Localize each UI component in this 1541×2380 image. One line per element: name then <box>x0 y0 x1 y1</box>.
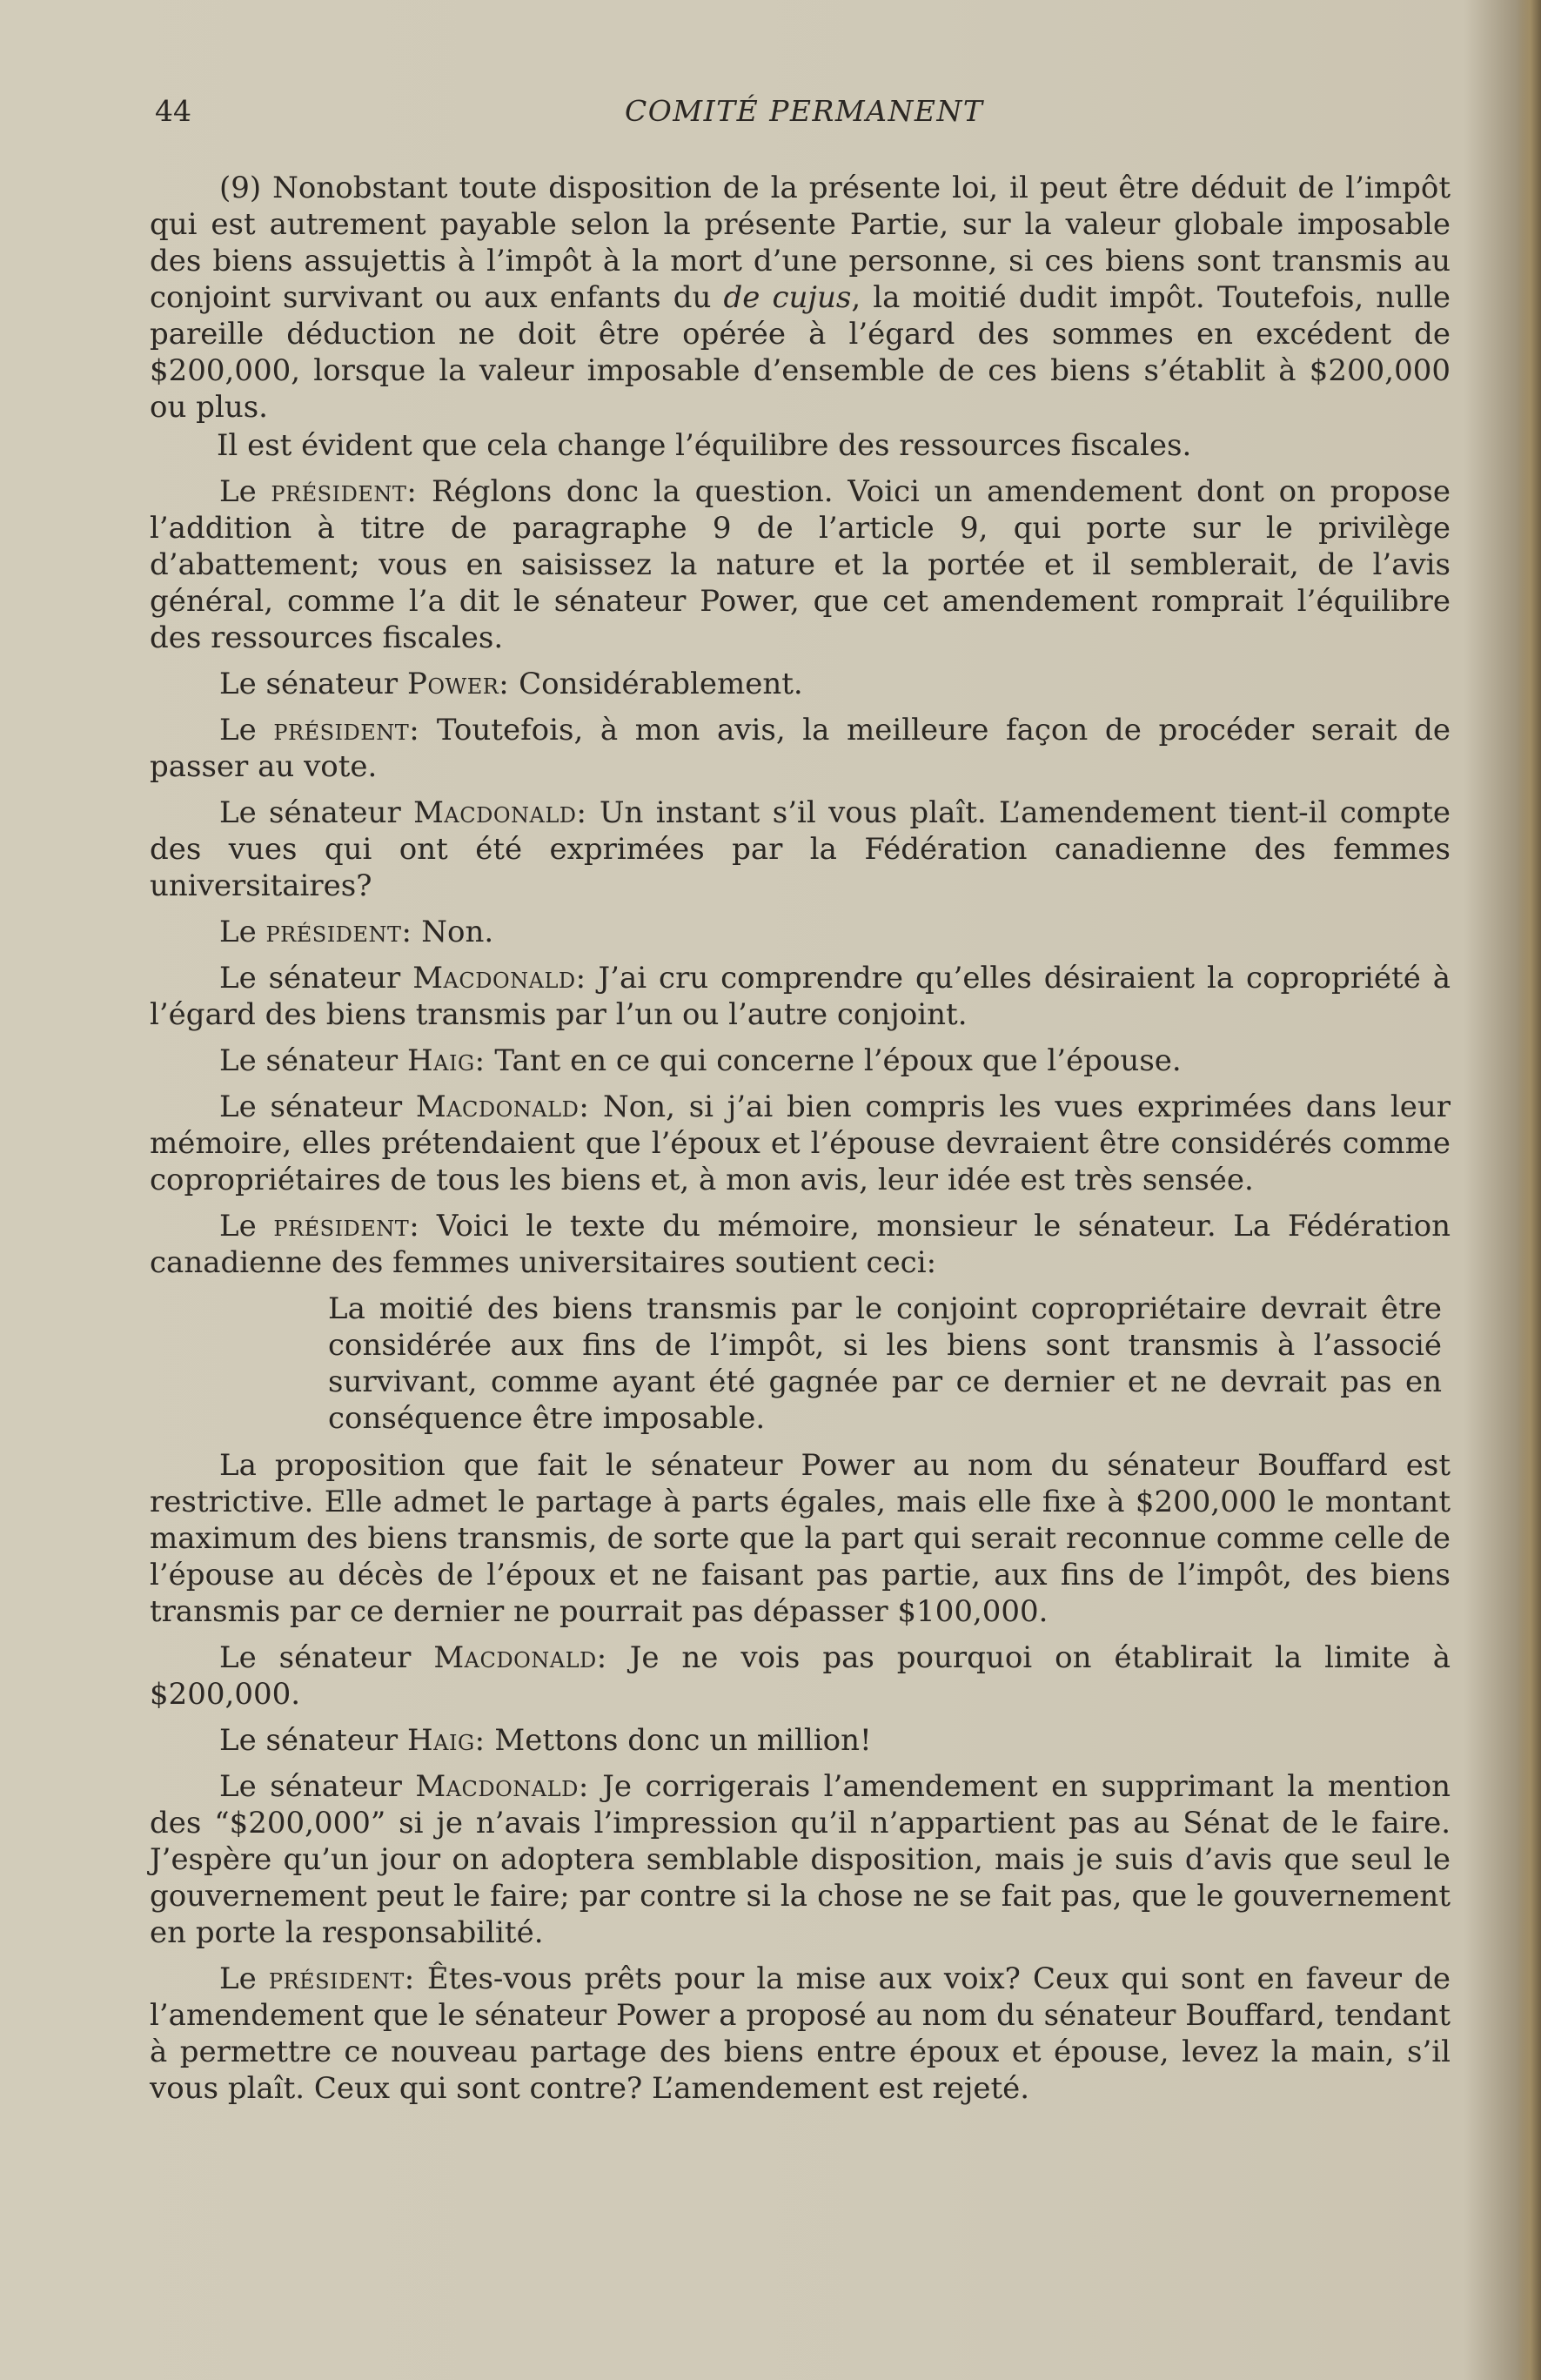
latin-term: de cujus <box>723 280 852 315</box>
speaker-name: Macdonald: <box>415 1769 589 1804</box>
speaker-name: président: <box>271 474 418 509</box>
speech-president: Le président: Voici le texte du mémoire, monsieur le sénateur. La Fédération canadienne des femmes universitaires soutient ceci: <box>150 1209 1451 1280</box>
speaker-name: président: <box>273 713 420 748</box>
page-edge-shadow <box>1517 0 1541 2380</box>
page-number: 44 <box>155 94 191 128</box>
speaker-name: Macdonald: <box>415 1089 590 1124</box>
speaker-name: président: <box>265 915 412 949</box>
speaker-name: Macdonald: <box>413 795 587 830</box>
page-body <box>150 170 1451 2116</box>
speech-haig: Le sénateur Haig: Mettons donc un million! <box>219 1723 872 1758</box>
speech-president: Le président: Êtes-vous prêts pour la mise aux voix? Ceux qui sont en faveur de l’amendement que le sénateur Power a proposé au nom du sénateur Bouffard, tendant à permettre ce nouveau partage des biens entre époux et épouse, levez la main, s’il vous plaît. Ceux qui sont contre? L’amendement est rejeté. <box>150 1961 1451 2106</box>
paragraph: Il est évident que cela change l’équilibre des ressources fiscales. <box>217 428 1192 463</box>
speech-macdonald: Le sénateur Macdonald: Je ne vois pas pourquoi on établirait la limite à $200,000. <box>150 1640 1451 1712</box>
speaker-name: président: <box>273 1209 420 1244</box>
speech-president: Le président: Réglons donc la question. Voici un amendement dont on propose l’addition à titre de paragraphe 9 de l’article 9, qui porte sur le privilège d’abattement; vous en saisissez la nature et la portée et il semblerait, de l’avis général, comme l’a dit le sénateur Power, que cet amendement romprait l’équilibre des ressources fiscales. <box>150 474 1451 655</box>
running-title: COMITÉ PERMANENT <box>625 94 984 128</box>
speaker-name: Power: <box>407 667 510 701</box>
page-header <box>155 94 1451 137</box>
speaker-name: Haig: <box>407 1043 486 1078</box>
speech-macdonald: Le sénateur Macdonald: Non, si j’ai bien compris les vues exprimées dans leur mémoire, elles prétendaient que l’époux et l’épouse devraient être considérés comme copropriétaires de tous les biens et, à mon avis, leur idée est très sensée. <box>150 1089 1451 1197</box>
speech-power: Le sénateur Power: Considérablement. <box>219 667 803 701</box>
speaker-name: Macdonald: <box>433 1640 607 1675</box>
speech-haig: Le sénateur Haig: Tant en ce qui concerne l’époux que l’épouse. <box>219 1043 1182 1078</box>
block-quote: La moitié des biens transmis par le conjoint copropriétaire devrait être considérée aux fins de l’impôt, si les biens sont transmis à l’associé survivant, comme ayant été gagnée par ce dernier et ne devrait pas en conséquence être imposable. <box>328 1291 1442 1436</box>
speech-macdonald: Le sénateur Macdonald: Je corrigerais l’amendement en supprimant la mention des “$200,000” si je n’avais l’impression qu’il n’appartient pas au Sénat de le faire. J’espère qu’un jour on adoptera semblable disposition, mais je suis d’avis que seul le gouvernement peut le faire; par contre si la chose ne se fait pas, que le gouvernement en porte la responsabilité. <box>150 1769 1451 1950</box>
speaker-name: président: <box>268 1961 415 1996</box>
quoted-clause-paragraph: (9) Nonobstant toute disposition de la présente loi, il peut être déduit de l’impôt qui est autrement payable selon la présente Partie, sur la valeur globale imposable des biens assujettis à l’impôt à la mort d’une personne, si ces biens sont transmis au conjoint survivant ou aux enfants du de cujus, la moitié dudit impôt. Toutefois, nulle pareille déduction ne doit être opérée à l’égard des sommes en excédent de $200,000, lorsque la valeur imposable d’ensemble de ces biens s’établit à $200,000 ou plus. <box>150 171 1451 425</box>
speaker-name: Macdonald: <box>412 961 586 996</box>
speaker-name: Haig: <box>407 1723 486 1758</box>
speech-president: Le président: Toutefois, à mon avis, la meilleure façon de procéder serait de passer au vote. <box>150 713 1451 784</box>
speech-president: Le président: Non. <box>219 915 494 949</box>
speech-macdonald: Le sénateur Macdonald: J’ai cru comprendre qu’elles désiraient la copropriété à l’égard des biens transmis par l’un ou l’autre conjoint. <box>150 961 1451 1032</box>
paragraph: La proposition que fait le sénateur Power au nom du sénateur Bouffard est restrictive. Elle admet le partage à parts égales, mais elle fixe à $200,000 le montant maximum des biens transmis, de sorte que la part qui serait reconnue comme celle de l’épouse au décès de l’époux et ne faisant pas partie, aux fins de l’impôt, des biens transmis par ce dernier ne pourrait pas dépasser $100,000. <box>150 1448 1451 1629</box>
speech-macdonald: Le sénateur Macdonald: Un instant s’il vous plaît. L’amendement tient-il compte des vues qui ont été exprimées par la Fédération canadienne des femmes universitaires? <box>150 795 1451 903</box>
